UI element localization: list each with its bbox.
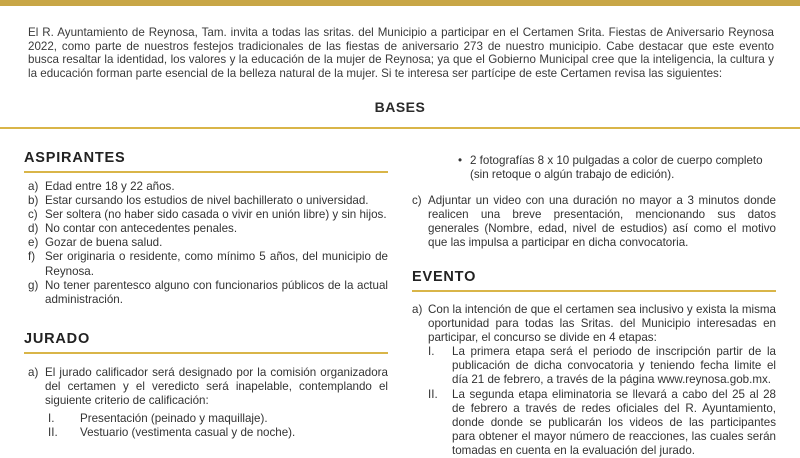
list-item: a) Edad entre 18 y 22 años.: [28, 180, 175, 193]
list-item: g) No tener parentesco alguno con funcionarios públicos de la actual administración.: [28, 278, 388, 306]
evento-heading: EVENTO: [412, 269, 477, 285]
bases-divider: [0, 127, 800, 129]
aspirantes-list: [28, 180, 388, 307]
list-item: d) No contar con antecedentes penales.: [28, 222, 238, 236]
list-item: c) Ser soltera (no haber sido casada o vivir en unión libre) y sin hijos.: [28, 208, 387, 222]
video-requirement: [412, 194, 776, 250]
list-item: II. La segunda etapa eliminatoria se llevará a cabo del 25 al 28 de febrero a través de redes oficiales del R. Ayuntamiento, donde donde se publicarán los videos de las participantes para obtener el mayor número de reacciones, las cuales serán tomadas en cuenta en la evaluación del jurado.: [428, 387, 776, 457]
list-item: II. Vestuario (vestimenta casual y de noche).: [48, 426, 296, 440]
list-item: a) Con la intención de que el certamen sea inclusivo y exista la misma oportunidad para todas las Sritas. del Municipio interesadas en participar, el concurso se divide en 4 etapas:: [412, 303, 776, 345]
list-item: b) Estar cursando los estudios de nivel bachillerato o universidad.: [28, 194, 369, 208]
top-gold-bar: [0, 0, 800, 6]
list-item: I. Presentación (peinado y maquillaje).: [48, 412, 268, 426]
intro-paragraph: El R. Ayuntamiento de Reynosa, Tam. invita a todas las sritas. del Municipio a participar en el Certamen Srita. Fiestas de Aniversario Reynosa 2022, como parte de nuestros festejos tradicionales de las fiestas de aniversario 273 de nuestro municipio. Cabe destacar que este evento busca resaltar la identidad, los valores y la educación de la mujer de Reynosa; ya que el Gobierno Municipal cree que la inteligencia, la cultura y la educación forman parte esencial de la belleza natural de la mujer. Si te interesa ser partícipe de este Certamen revisa las siguientes:: [28, 26, 774, 80]
jurado-list: [28, 366, 388, 440]
photo-requirement: [458, 154, 776, 182]
list-item: f) Ser originaria o residente, como mínimo 5 años, del municipio de Reynosa.: [28, 250, 388, 278]
aspirantes-divider: [24, 171, 388, 173]
list-item: c) Adjuntar un video con una duración no mayor a 3 minutos donde realicen una breve presentación, mencionando sus datos generales (Nombre, edad, nivel de estudios) así como el motivo que las impulsa a participar en dicha convocatoria.: [412, 194, 776, 250]
list-item: a) El jurado calificador será designado por la comisión organizadora del certamen y el veredicto será inapelable, contemplando el siguiente criterio de calificación:: [28, 366, 388, 408]
jurado-divider: [24, 352, 388, 354]
aspirantes-heading: ASPIRANTES: [24, 150, 126, 166]
jurado-heading: JURADO: [24, 331, 91, 347]
list-item: e) Gozar de buena salud.: [28, 236, 163, 250]
evento-divider: [412, 290, 776, 292]
list-item: • 2 fotografías 8 x 10 pulgadas a color de cuerpo completo (sin retoque o algún trabajo de edición).: [458, 154, 763, 182]
bases-heading: BASES: [374, 99, 426, 115]
evento-list: [412, 303, 776, 458]
list-item: I. La primera etapa será el periodo de inscripción partir de la publicación de dicha convocatoria y teniendo fecha limite el día 21 de febrero, a través de la página www.reynosa.gob.mx.: [428, 345, 776, 387]
